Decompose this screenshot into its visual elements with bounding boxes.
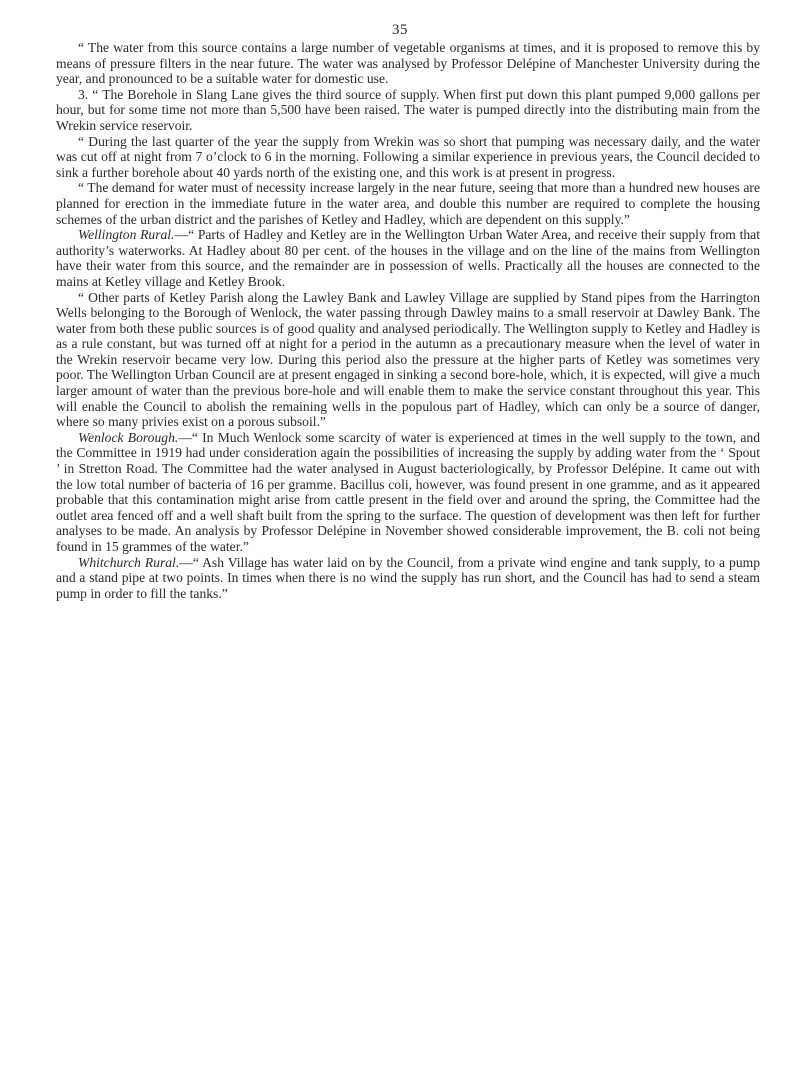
paragraph-text: —“ Ash Village has water laid on by the Council, from a private wind engine and tank supply, to a pump and a stand pipe at two points. In times when there is no wind the supply has run short, and the Council has had to send a steam pump in order to fill the tanks.” [56, 554, 761, 601]
paragraph [56, 555, 760, 602]
paragraph [56, 87, 760, 134]
section-heading: Wellington Rural. [78, 227, 175, 243]
paragraph-text: “ The water from this source contains a large number of vegetable organisms at times, and it is proposed to remove this by means of pressure filters in the near future. The water was analysed by Professor Delépine of Manchester University during the year, and pronounced to be a suitable water for domestic use. [56, 40, 760, 87]
paragraph-text: “ During the last quarter of the year the supply from Wrekin was so short that pumping was necessary daily, and the water was cut off at night from 7 o’clock to 6 in the morning. Following a similar experience in previous years, the Council decided to sink a further borehole about 40 yards north of the existing one, and this work is at present in progress. [56, 133, 760, 180]
paragraph [56, 290, 760, 430]
paragraph [56, 134, 760, 181]
paragraph [56, 430, 760, 555]
paragraph [56, 180, 760, 227]
paragraph [56, 227, 760, 289]
section-heading: Whitchurch Rural. [78, 554, 180, 570]
paragraph-text: 3. “ The Borehole in Slang Lane gives the third source of supply. When first put down this plant pumped 9,000 gallons per hour, but for some time not more than 5,500 have been raised. The water is pumped directly into the distributing main from the Wrekin service reservoir. [56, 86, 760, 133]
paragraph-text: “ The demand for water must of necessity increase largely in the near future, seeing that more than a hundred new houses are planned for erection in the immediate future in the water area, and double this number are required to complete the housing schemes of the urban district and the parishes of Ketley and Hadley, which are dependent on this supply.” [56, 180, 760, 227]
page-number: 35 [392, 22, 408, 38]
section-heading: Wenlock Borough. [78, 429, 179, 445]
document-body [56, 40, 760, 601]
paragraph-text: “ Other parts of Ketley Parish along the Lawley Bank and Lawley Village are supplied by Stand pipes from the Harrington Wells belonging to the Borough of Wenlock, the water passing through Dawley mains to a small reservoir at Dawley Bank. The water from both these public sources is of good quality and analysed periodically. The Wellington supply to Ketley and Hadley is as a rule constant, but was turned off at night for a period in the autumn as a precautionary measure when the level of water in the Wrekin reservoir became very low. During this period also the pressure at the higher parts of Ketley was sometimes very poor. The Wellington Urban Council are at present engaged in sinking a second bore-hole, which, it is expected, will give a much larger amount of water than the previous bore-hole and will enable them to make the service constant throughout this year. This will enable the Council to abolish the remaining wells in the populous part of Hadley, which can only be a source of danger, where so many privies exist on a porous subsoil.” [56, 289, 760, 430]
paragraph-text: —“ In Much Wenlock some scarcity of water is experienced at times in the well supply to the town, and the Committee in 1919 had under consideration again the possibilities of increasing the supply by adding water from the ‘ Spout ’ in Stretton Road. The Committee had the water analysed in August bacteriologically, by Professor Delépine. It came out with the low total number of bacteria of 16 per gramme. Bacillus coli, however, was found present in one gramme, and as it appeared probable that this contamination might arise from cattle present in the field over and around the spring, the Committee had the outlet area fenced off and a well shaft built from the spring to the surface. The question of development was then left for further analyses to be made. An analysis by Professor Delépine in November showed considerable improvement, the B. coli not being found in 15 grammes of the water.” [56, 429, 760, 554]
paragraph-text: —“ Parts of Hadley and Ketley are in the Wellington Urban Water Area, and receive their supply from that authority’s waterworks. At Hadley about 80 per cent. of the houses in the village and on the line of the mains from Wellington have their water from this source, and the remainder are in possession of wells. Practically all the houses are connected to the mains at Ketley village and Ketley Brook. [56, 227, 760, 289]
paragraph [56, 40, 760, 87]
